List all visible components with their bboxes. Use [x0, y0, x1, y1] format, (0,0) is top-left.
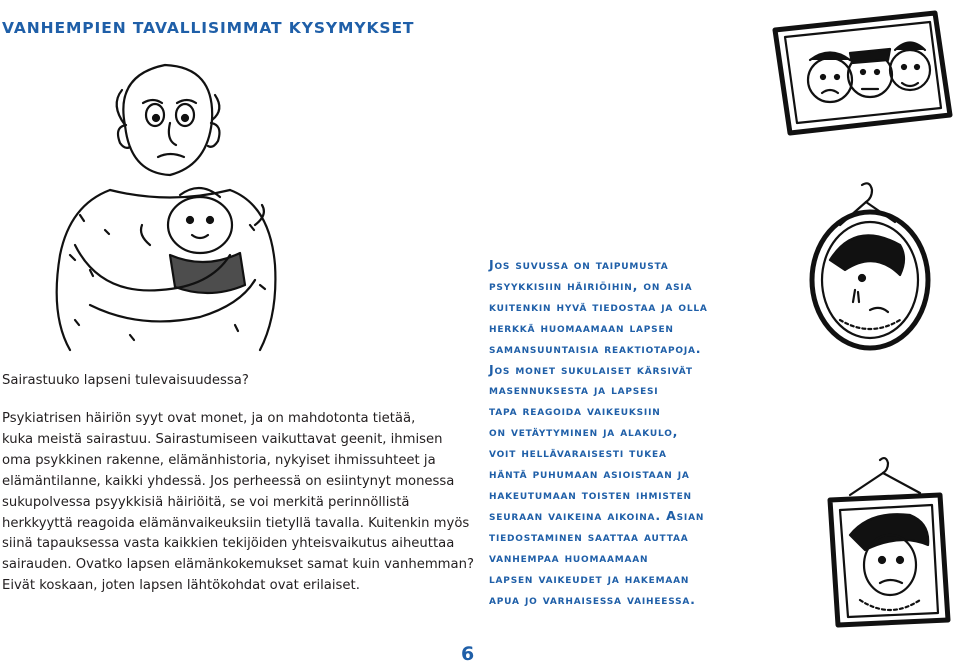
callout-line: masennuksesta ja lapsesi — [489, 382, 659, 398]
body-line: herkkyyttä reagoida elämänvaikeuksiin tietyllä tavalla. Kuitenkin myös — [2, 515, 470, 531]
body-line: Psykiatrisen häiriön syyt ovat monet, ja on mahdotonta tietää, — [2, 411, 416, 426]
body-line: oma psykkinen rakenne, elämänhistoria, nykyiset ihmissuhteet ja — [2, 452, 436, 468]
body-line: Eivät koskaan, joten lapsen lähtökohdat ovat erilaiset. — [2, 578, 360, 594]
callout-line: psyykkisiin häiriöihin, on asia — [489, 277, 693, 293]
body-line: kuka meistä sairastuu. Sairastumiseen vaikuttavat geenit, ihmisen — [2, 431, 443, 447]
callout-line: on vetäytyminen ja alakulo, — [489, 424, 679, 440]
callout-line: tapa reagoida vaikeuksiin — [489, 403, 661, 419]
advice-callout — [489, 255, 759, 610]
callout-line: kuitenkin hyvä tiedostaa ja olla — [489, 298, 708, 314]
body-line: sukupolvessa psyykkisiä häiriöitä, se voi merkitä perinnöllistä — [2, 494, 410, 510]
page-number: 6 — [461, 643, 475, 665]
callout-line: Jos monet sukulaiset kärsivät — [489, 361, 693, 377]
body-line: sairauden. Ovatko lapsen elämänkokemukset samat kuin vanhemman? — [2, 557, 474, 573]
callout-line: häntä puhumaan asioistaan ja — [489, 466, 690, 482]
woman-portrait-illustration — [800, 180, 950, 360]
callout-line: hakeutumaan toisten ihmisten — [489, 486, 692, 502]
family-portrait-illustration — [765, 5, 955, 140]
callout-line: Jos suvussa on taipumusta — [489, 257, 669, 272]
callout-line: seuraan vaikeina aikoina. Asian — [489, 507, 705, 523]
page-header: VANHEMPIEN TAVALLISIMMAT KYSYMYKSET — [2, 19, 415, 37]
body-paragraph — [2, 409, 472, 597]
callout-line: lapsen vaikeudet ja hakemaan — [489, 570, 690, 586]
callout-line: vanhempaa huomaamaan — [489, 549, 649, 565]
callout-line: tiedostaminen saattaa auttaa — [489, 528, 689, 544]
callout-line: samansuuntaisia reaktiotapoja. — [489, 340, 702, 356]
old-woman-portrait-illustration — [820, 455, 955, 630]
callout-line: apua jo varhaisessa vaiheessa. — [489, 591, 696, 607]
question-heading: Sairastuuko lapseni tulevaisuudessa? — [2, 373, 249, 388]
callout-line: herkkä huomaamaan lapsen — [489, 319, 674, 335]
callout-line: voit hellävaraisesti tukea — [489, 445, 667, 461]
body-line: siinä tapauksessa vasta kaikkien tekijöiden yhteisvaikutus aiheuttaa — [2, 536, 455, 552]
father-and-child-illustration — [30, 55, 290, 355]
body-line: elämäntilanne, kaikki yhdessä. Jos perheessä on esiintynyt monessa — [2, 473, 455, 489]
